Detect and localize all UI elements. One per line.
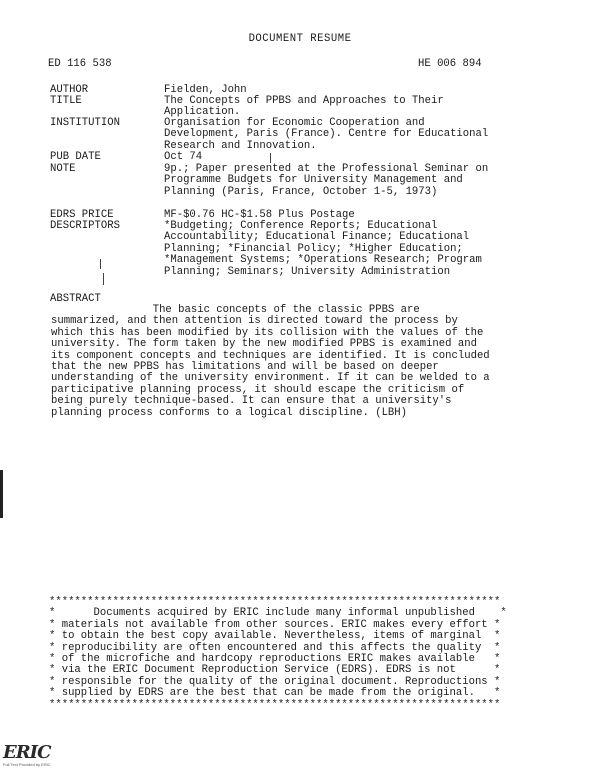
abstract-line: university. The form taken by the new modified PPBS is examined and [51,338,477,351]
eric-logo-subtext: Full Text Provided by ERIC [3,762,51,767]
field-label: EDRS PRICE [50,209,114,221]
eric-logo [3,742,51,774]
notice-line: * via the ERIC Document Reproduction Service (EDRS). EDRS is not * [49,664,501,677]
field-value: *Budgeting; Conference Reports; Educational [164,220,438,232]
scan-mark [270,153,271,163]
field-value: *Management Systems; *Operations Research; Program [164,254,482,267]
field-value: Planning; Seminars; University Administration [164,265,451,278]
notice-line: * materials not available from other sources. ERIC makes every effort * [49,618,501,631]
abstract-line: summarized, and then attention is directed toward the process by [51,315,458,328]
field-value: Planning (Paris, France, October 1-5, 1973) [164,185,438,198]
notice-line: * to obtain the best copy available. Nevertheless, items of marginal * [49,630,501,643]
abstract-line: participative planning process, it should escape the criticism of [51,383,465,396]
document-title: DOCUMENT RESUME [248,33,352,45]
eric-logo-text: ERIC [3,742,51,763]
reproduction-notice [49,597,507,711]
ed-number: ED 116 538 [48,58,112,70]
notice-line: *********************************************************************** [49,698,501,711]
abstract-label: ABSTRACT [50,293,101,305]
field-value: The Concepts of PPBS and Approaches to Their [164,95,444,107]
field-value: Accountability; Educational Finance; Educational [164,231,470,244]
abstract-line: being purely technique-based. It can ensure that a university's [51,395,452,408]
field-value: Planning; *Financial Policy; *Higher Education; [164,242,463,255]
abstract-line: understanding of the university environment. If it can be welded to a [51,372,490,385]
notice-line: * reproducibility are often encountered and this affects the quality * [49,641,501,654]
scan-mark [103,273,104,285]
field-value: Oct 74 [164,151,203,163]
notice-line: * Documents acquired by ERIC include many informal unpublished * [49,607,507,620]
notice-line: * supplied by EDRS are the best that can be made from the original. * [49,687,501,700]
notice-line: *********************************************************************** [49,596,501,608]
notice-line: * responsible for the quality of the original document. Reproductions * [49,675,501,688]
field-label: INSTITUTION [50,117,120,129]
field-value: MF-$0.76 HC-$1.58 Plus Postage [164,209,355,221]
field-label: DESCRIPTORS [50,220,120,232]
abstract-line: which this has been modified by its collision with the values of the [51,326,484,339]
field-value: 9p.; Paper presented at the Professional Seminar on [164,163,489,175]
scan-mark [100,259,101,269]
abstract-line: planning process conforms to a logical discipline. (LBH) [51,406,408,419]
he-number: HE 006 894 [418,58,482,70]
abstract-body [51,305,490,419]
scan-edge-mark [0,470,3,518]
field-label: TITLE [50,95,82,107]
field-label: AUTHOR [50,84,89,96]
abstract-line: that the new PPBS has limitations and will be based on deeper [51,361,439,374]
notice-line: * of the microfiche and hardcopy reproductions ERIC makes available * [49,653,501,666]
field-value: Programme Budgets for University Management and [164,174,463,187]
field-value: Research and Innovation. [164,139,317,152]
field-label: NOTE [50,163,76,175]
field-value: Application. [164,106,241,119]
field-value: Organisation for Economic Cooperation and [164,117,425,129]
abstract-line: its component concepts and techniques are identified. It is concluded [51,349,490,362]
abstract-line: The basic concepts of the classic PPBS are [51,304,420,316]
field-value: Fielden, John [164,84,247,96]
field-value: Development, Paris (France). Centre for Educational [164,128,489,141]
field-label: PUB DATE [50,151,101,163]
